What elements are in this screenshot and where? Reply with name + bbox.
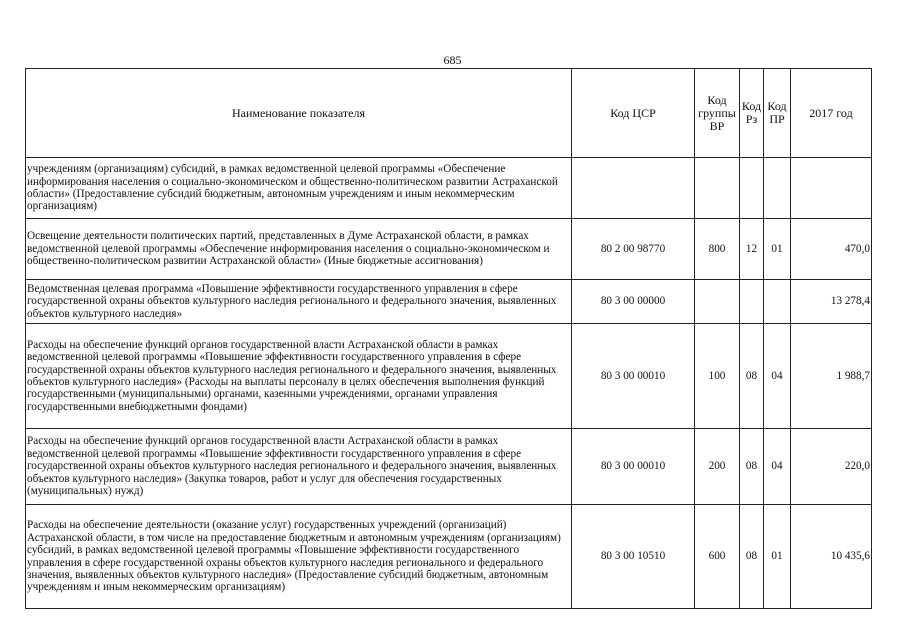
row-rz: 08 xyxy=(740,324,764,429)
row-csr xyxy=(572,158,695,219)
row-name: Расходы на обеспечение функций органов государственной власти Астраханской области в рамках ведомственной целевой программы «Повышение эффективности государственного управления в сфере государственной охраны объектов культурного наследия регионального и федерального значения, выявленных объектов культурного наследия» (Закупка товаров, работ и услуг для обеспечения государственных (муниципальных) нужд) xyxy=(26,429,572,505)
row-name: Расходы на обеспечение функций органов государственной власти Астраханской области в рамках ведомственной целевой программы «Повышение эффективности государственного управления в сфере государственной охраны объектов культурного наследия регионального и федерального значения, выявленных объектов культурного наследия» (Расходы на выплаты персоналу в целях обеспечения выполнения функций государственными (муниципальными) органами, казенными учреждениями, органами управления государственными внебюджетными фондами) xyxy=(26,324,572,429)
row-vr xyxy=(695,158,740,219)
row-rz xyxy=(740,280,764,324)
table-row xyxy=(26,219,872,280)
row-amount: 1 988,7 xyxy=(791,324,872,429)
row-name: Ведомственная целевая программа «Повышение эффективности государственного управления в сфере государственной охраны объектов культурного наследия регионального и федерального значения, выявленных объектов культурного наследия» xyxy=(26,280,572,324)
row-rz: 08 xyxy=(740,505,764,609)
row-csr: 80 3 00 00010 xyxy=(572,324,695,429)
row-pr: 01 xyxy=(764,219,791,280)
row-rz: 08 xyxy=(740,429,764,505)
header-name: Наименование показателя xyxy=(26,69,572,158)
row-vr: 800 xyxy=(695,219,740,280)
row-csr: 80 3 00 10510 xyxy=(572,505,695,609)
row-vr: 100 xyxy=(695,324,740,429)
table-row xyxy=(26,505,872,609)
row-csr: 80 3 00 00010 xyxy=(572,429,695,505)
header-pr: Код ПР xyxy=(764,69,791,158)
row-vr: 600 xyxy=(695,505,740,609)
page-number: 685 xyxy=(443,53,462,67)
table-row xyxy=(26,324,872,429)
row-amount: 13 278,4 xyxy=(791,280,872,324)
row-pr: 04 xyxy=(764,324,791,429)
row-pr xyxy=(764,280,791,324)
row-amount: 10 435,6 xyxy=(791,505,872,609)
row-pr xyxy=(764,158,791,219)
header-year: 2017 год xyxy=(791,69,872,158)
row-vr: 200 xyxy=(695,429,740,505)
row-csr: 80 3 00 00000 xyxy=(572,280,695,324)
header-csr: Код ЦСР xyxy=(572,69,695,158)
row-name: Расходы на обеспечение деятельности (оказание услуг) государственных учреждений (организаций) Астраханской области, в том числе на предоставление бюджетным и автономным учреждениям (организациям) субсидий, в рамках ведомственной целевой программы «Повышение эффективности государственного управления в сфере государственной охраны объектов культурного наследия регионального и федерального значения, выявленных объектов культурного наследия» (Предоставление субсидий бюджетным, автономным учреждениям и иным некоммерческим организациям) xyxy=(26,505,572,609)
row-rz xyxy=(740,158,764,219)
row-amount xyxy=(791,158,872,219)
row-name: учреждениям (организациям) субсидий, в рамках ведомственной целевой программы «Обеспечение информирования населения о социально-экономическом и общественно-политическом развитии Астраханской области» (Предоставление субсидий бюджетным, автономным учреждениям и иным некоммерческим организациям) xyxy=(26,158,572,219)
table-row xyxy=(26,158,872,219)
row-vr xyxy=(695,280,740,324)
row-name: Освещение деятельности политических партий, представленных в Думе Астраханской области, в рамках ведомственной целевой программы «Обеспечение информирования населения о социально-экономическом и общественно-политическом развитии Астраханской области» (Иные бюджетные ассигнования) xyxy=(26,219,572,280)
row-rz: 12 xyxy=(740,219,764,280)
header-vr: Код группы ВР xyxy=(695,69,740,158)
header-rz: Код Рз xyxy=(740,69,764,158)
row-amount: 220,0 xyxy=(791,429,872,505)
row-amount: 470,0 xyxy=(791,219,872,280)
row-pr: 01 xyxy=(764,505,791,609)
budget-table xyxy=(25,68,872,609)
table-row xyxy=(26,429,872,505)
table-header-row xyxy=(26,69,872,158)
row-csr: 80 2 00 98770 xyxy=(572,219,695,280)
table-row xyxy=(26,280,872,324)
row-pr: 04 xyxy=(764,429,791,505)
